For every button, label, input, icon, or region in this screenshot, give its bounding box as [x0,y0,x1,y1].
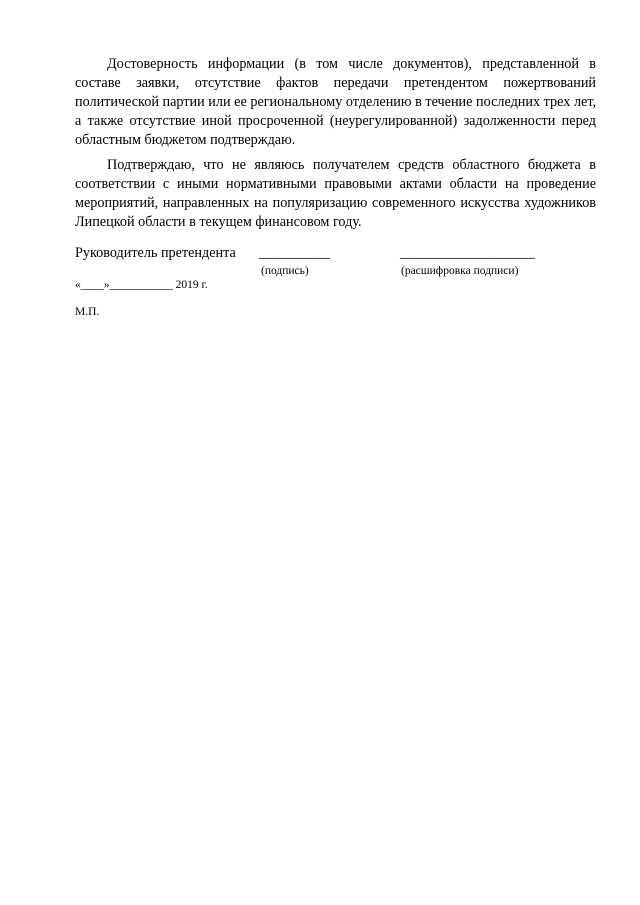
signature-label: Руководитель претендента [75,245,236,261]
confirmation-paragraph-no-funding: Подтверждаю, что не являюсь получателем средств областного бюджета в соответствии с иными нормативными правовыми актами области на проведение мероприятий, направленных на популяризацию современного искусства художников Липецкой области в текущем финансовом году. [75,157,596,230]
confirmation-paragraph-reliability: Достоверность информации (в том числе документов), представленной в составе заявки, отсутствие фактов передачи претендентом пожертвований политической партии или ее региональному отделению в течение последних трех лет, а также отсутствие иной просроченной (неурегулированной) задолженности перед областным бюджетом подтверждаю. [75,56,596,148]
signature-decoding-blank: ___________________ [400,245,535,261]
date-line: «____»___________ 2019 г. [75,279,208,291]
decoding-caption: (расшифровка подписи) [401,265,519,277]
signature-blank: __________ [259,245,330,261]
stamp-mark: М.П. [75,306,100,318]
signature-caption: (подпись) [261,265,309,277]
